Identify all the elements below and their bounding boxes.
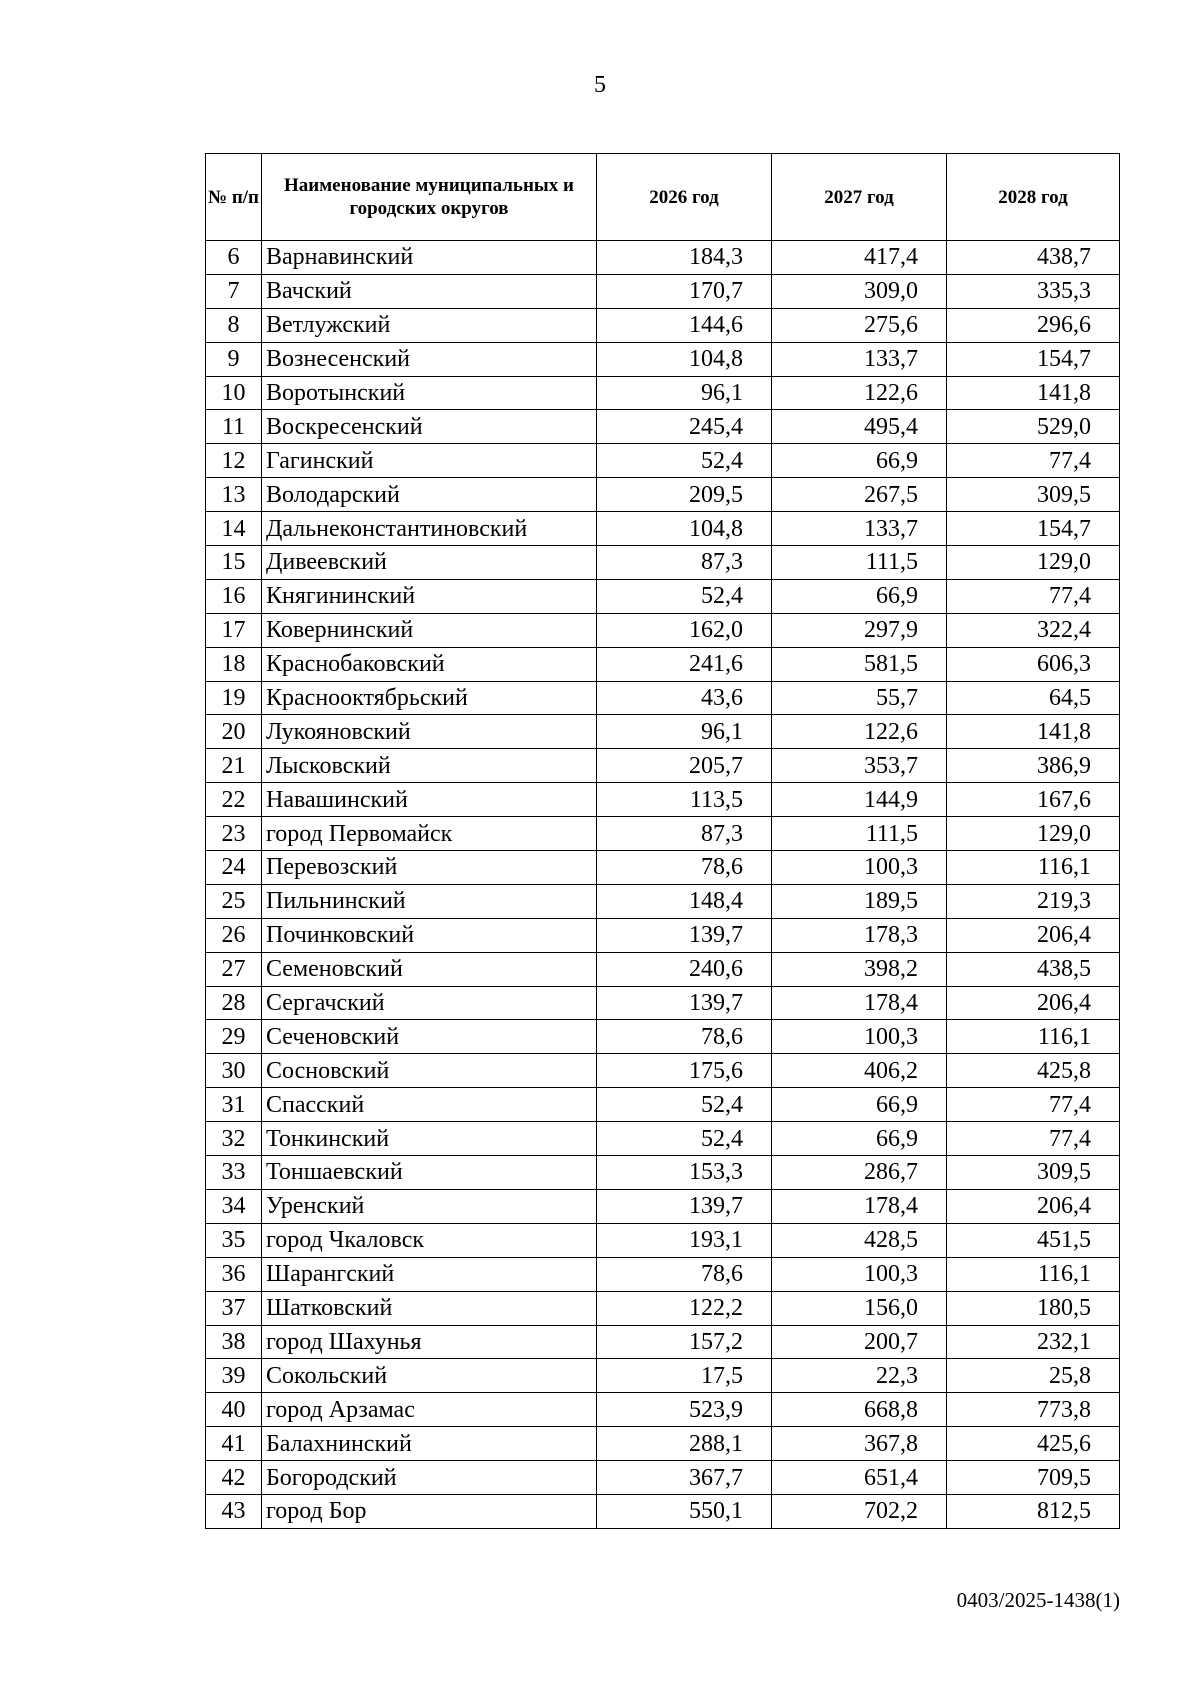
table-row (206, 241, 1120, 275)
value-2027: 111,5 (772, 546, 947, 580)
value-2027: 495,4 (772, 410, 947, 444)
district-name: Ветлужский (262, 308, 597, 342)
district-name: Починковский (262, 918, 597, 952)
row-number: 20 (206, 715, 262, 749)
header-2027: 2027 год (772, 154, 947, 241)
value-2026: 104,8 (597, 342, 772, 376)
value-2027: 367,8 (772, 1427, 947, 1461)
table-row (206, 952, 1120, 986)
value-2027: 178,4 (772, 986, 947, 1020)
value-2027: 178,4 (772, 1189, 947, 1223)
value-2028: 232,1 (947, 1325, 1120, 1359)
page-number: 5 (594, 72, 606, 98)
row-number: 19 (206, 681, 262, 715)
value-2027: 702,2 (772, 1494, 947, 1528)
value-2027: 428,5 (772, 1223, 947, 1257)
table-row (206, 749, 1120, 783)
district-name: Семеновский (262, 952, 597, 986)
row-number: 6 (206, 241, 262, 275)
value-2028: 64,5 (947, 681, 1120, 715)
row-number: 26 (206, 918, 262, 952)
value-2028: 335,3 (947, 274, 1120, 308)
value-2026: 52,4 (597, 1088, 772, 1122)
value-2028: 206,4 (947, 1189, 1120, 1223)
value-2027: 100,3 (772, 1020, 947, 1054)
district-name: Навашинский (262, 783, 597, 817)
value-2026: 52,4 (597, 444, 772, 478)
document-code: 0403/2025-1438(1) (956, 1588, 1120, 1612)
value-2026: 157,2 (597, 1325, 772, 1359)
value-2028: 425,6 (947, 1427, 1120, 1461)
row-number: 11 (206, 410, 262, 444)
value-2027: 133,7 (772, 512, 947, 546)
header-name: Наименование муниципальных и городских округов (262, 154, 597, 241)
value-2027: 581,5 (772, 647, 947, 681)
district-name: город Шахунья (262, 1325, 597, 1359)
value-2028: 309,5 (947, 1156, 1120, 1190)
header-number: № п/п (206, 154, 262, 241)
table-row (206, 1359, 1120, 1393)
value-2026: 122,2 (597, 1291, 772, 1325)
row-number: 35 (206, 1223, 262, 1257)
value-2026: 367,7 (597, 1461, 772, 1495)
value-2027: 22,3 (772, 1359, 947, 1393)
district-name: Дальнеконстантиновский (262, 512, 597, 546)
district-name: Воскресенский (262, 410, 597, 444)
value-2027: 309,0 (772, 274, 947, 308)
value-2026: 52,4 (597, 1122, 772, 1156)
value-2028: 309,5 (947, 478, 1120, 512)
table-body (206, 241, 1120, 1529)
row-number: 24 (206, 851, 262, 885)
table-row (206, 884, 1120, 918)
row-number: 9 (206, 342, 262, 376)
value-2027: 111,5 (772, 817, 947, 851)
table-row (206, 1494, 1120, 1528)
value-2027: 200,7 (772, 1325, 947, 1359)
value-2026: 78,6 (597, 851, 772, 885)
value-2027: 66,9 (772, 1122, 947, 1156)
row-number: 42 (206, 1461, 262, 1495)
row-number: 14 (206, 512, 262, 546)
value-2026: 241,6 (597, 647, 772, 681)
value-2027: 398,2 (772, 952, 947, 986)
value-2027: 406,2 (772, 1054, 947, 1088)
district-name: Воротынский (262, 376, 597, 410)
row-number: 13 (206, 478, 262, 512)
value-2028: 773,8 (947, 1393, 1120, 1427)
allocation-table (205, 153, 1120, 1529)
value-2027: 353,7 (772, 749, 947, 783)
row-number: 18 (206, 647, 262, 681)
district-name: Варнавинский (262, 241, 597, 275)
row-number: 21 (206, 749, 262, 783)
district-name: Ковернинский (262, 613, 597, 647)
table-row (206, 918, 1120, 952)
value-2027: 668,8 (772, 1393, 947, 1427)
district-name: Пильнинский (262, 884, 597, 918)
value-2027: 275,6 (772, 308, 947, 342)
value-2026: 87,3 (597, 817, 772, 851)
district-name: Перевозский (262, 851, 597, 885)
table-row (206, 410, 1120, 444)
table-row (206, 1020, 1120, 1054)
value-2028: 219,3 (947, 884, 1120, 918)
value-2027: 267,5 (772, 478, 947, 512)
value-2028: 438,5 (947, 952, 1120, 986)
district-name: Гагинский (262, 444, 597, 478)
value-2027: 651,4 (772, 1461, 947, 1495)
table-row (206, 1291, 1120, 1325)
district-name: Шатковский (262, 1291, 597, 1325)
district-name: Сосновский (262, 1054, 597, 1088)
table-row (206, 783, 1120, 817)
row-number: 29 (206, 1020, 262, 1054)
value-2028: 812,5 (947, 1494, 1120, 1528)
header-2026: 2026 год (597, 154, 772, 241)
value-2027: 100,3 (772, 851, 947, 885)
district-name: город Чкаловск (262, 1223, 597, 1257)
district-name: Княгининский (262, 579, 597, 613)
value-2028: 141,8 (947, 376, 1120, 410)
row-number: 34 (206, 1189, 262, 1223)
table-row (206, 986, 1120, 1020)
value-2028: 167,6 (947, 783, 1120, 817)
value-2028: 206,4 (947, 986, 1120, 1020)
value-2028: 322,4 (947, 613, 1120, 647)
district-name: Сокольский (262, 1359, 597, 1393)
table-row (206, 546, 1120, 580)
row-number: 28 (206, 986, 262, 1020)
value-2027: 66,9 (772, 1088, 947, 1122)
value-2027: 417,4 (772, 241, 947, 275)
table-row (206, 1325, 1120, 1359)
value-2028: 451,5 (947, 1223, 1120, 1257)
value-2028: 206,4 (947, 918, 1120, 952)
row-number: 23 (206, 817, 262, 851)
table-header-row (206, 154, 1120, 241)
value-2026: 523,9 (597, 1393, 772, 1427)
value-2027: 122,6 (772, 715, 947, 749)
district-name: Сеченовский (262, 1020, 597, 1054)
district-name: Богородский (262, 1461, 597, 1495)
table-row (206, 851, 1120, 885)
row-number: 12 (206, 444, 262, 478)
value-2027: 156,0 (772, 1291, 947, 1325)
table-row (206, 715, 1120, 749)
district-name: город Первомайск (262, 817, 597, 851)
value-2026: 139,7 (597, 1189, 772, 1223)
value-2028: 77,4 (947, 444, 1120, 478)
header-2028: 2028 год (947, 154, 1120, 241)
value-2028: 77,4 (947, 1088, 1120, 1122)
value-2028: 529,0 (947, 410, 1120, 444)
value-2026: 148,4 (597, 884, 772, 918)
value-2026: 139,7 (597, 986, 772, 1020)
value-2028: 438,7 (947, 241, 1120, 275)
value-2026: 96,1 (597, 715, 772, 749)
row-number: 37 (206, 1291, 262, 1325)
value-2026: 245,4 (597, 410, 772, 444)
row-number: 43 (206, 1494, 262, 1528)
district-name: Дивеевский (262, 546, 597, 580)
value-2026: 240,6 (597, 952, 772, 986)
row-number: 22 (206, 783, 262, 817)
value-2028: 77,4 (947, 579, 1120, 613)
value-2026: 87,3 (597, 546, 772, 580)
table-row (206, 512, 1120, 546)
value-2028: 77,4 (947, 1122, 1120, 1156)
value-2027: 66,9 (772, 444, 947, 478)
value-2027: 122,6 (772, 376, 947, 410)
district-name: Вознесенский (262, 342, 597, 376)
row-number: 36 (206, 1257, 262, 1291)
table-row (206, 1257, 1120, 1291)
table-row (206, 1122, 1120, 1156)
value-2026: 153,3 (597, 1156, 772, 1190)
row-number: 16 (206, 579, 262, 613)
row-number: 33 (206, 1156, 262, 1190)
table-row (206, 376, 1120, 410)
allocation-table-container (205, 153, 1120, 1529)
row-number: 27 (206, 952, 262, 986)
district-name: Вачский (262, 274, 597, 308)
row-number: 40 (206, 1393, 262, 1427)
value-2026: 193,1 (597, 1223, 772, 1257)
value-2028: 386,9 (947, 749, 1120, 783)
value-2026: 184,3 (597, 241, 772, 275)
table-row (206, 1393, 1120, 1427)
value-2028: 129,0 (947, 817, 1120, 851)
row-number: 25 (206, 884, 262, 918)
district-name: город Арзамас (262, 1393, 597, 1427)
table-row (206, 1088, 1120, 1122)
table-row (206, 444, 1120, 478)
table-row (206, 817, 1120, 851)
table-row (206, 647, 1120, 681)
row-number: 39 (206, 1359, 262, 1393)
row-number: 41 (206, 1427, 262, 1461)
value-2027: 66,9 (772, 579, 947, 613)
value-2028: 116,1 (947, 851, 1120, 885)
row-number: 31 (206, 1088, 262, 1122)
district-name: Балахнинский (262, 1427, 597, 1461)
value-2028: 116,1 (947, 1257, 1120, 1291)
row-number: 17 (206, 613, 262, 647)
value-2026: 205,7 (597, 749, 772, 783)
value-2026: 175,6 (597, 1054, 772, 1088)
table-row (206, 613, 1120, 647)
value-2026: 78,6 (597, 1257, 772, 1291)
row-number: 8 (206, 308, 262, 342)
value-2026: 162,0 (597, 613, 772, 647)
table-row (206, 579, 1120, 613)
value-2026: 170,7 (597, 274, 772, 308)
value-2026: 139,7 (597, 918, 772, 952)
district-name: Лысковский (262, 749, 597, 783)
value-2026: 144,6 (597, 308, 772, 342)
table-row (206, 1461, 1120, 1495)
value-2027: 144,9 (772, 783, 947, 817)
value-2028: 425,8 (947, 1054, 1120, 1088)
value-2027: 55,7 (772, 681, 947, 715)
value-2028: 296,6 (947, 308, 1120, 342)
district-name: Сергачский (262, 986, 597, 1020)
value-2028: 709,5 (947, 1461, 1120, 1495)
district-name: Тоншаевский (262, 1156, 597, 1190)
value-2026: 104,8 (597, 512, 772, 546)
table-row (206, 478, 1120, 512)
district-name: Шарангский (262, 1257, 597, 1291)
value-2026: 209,5 (597, 478, 772, 512)
value-2027: 286,7 (772, 1156, 947, 1190)
value-2026: 43,6 (597, 681, 772, 715)
value-2026: 550,1 (597, 1494, 772, 1528)
district-name: Тонкинский (262, 1122, 597, 1156)
value-2028: 129,0 (947, 546, 1120, 580)
value-2027: 178,3 (772, 918, 947, 952)
value-2027: 297,9 (772, 613, 947, 647)
value-2028: 154,7 (947, 512, 1120, 546)
value-2026: 78,6 (597, 1020, 772, 1054)
row-number: 30 (206, 1054, 262, 1088)
table-row (206, 308, 1120, 342)
value-2026: 113,5 (597, 783, 772, 817)
value-2027: 133,7 (772, 342, 947, 376)
value-2027: 100,3 (772, 1257, 947, 1291)
row-number: 38 (206, 1325, 262, 1359)
district-name: Володарский (262, 478, 597, 512)
value-2028: 141,8 (947, 715, 1120, 749)
table-row (206, 1427, 1120, 1461)
table-row (206, 681, 1120, 715)
table-row (206, 1054, 1120, 1088)
value-2027: 189,5 (772, 884, 947, 918)
value-2026: 52,4 (597, 579, 772, 613)
table-row (206, 274, 1120, 308)
district-name: Спасский (262, 1088, 597, 1122)
value-2028: 154,7 (947, 342, 1120, 376)
row-number: 15 (206, 546, 262, 580)
table-row (206, 342, 1120, 376)
district-name: Краснобаковский (262, 647, 597, 681)
row-number: 32 (206, 1122, 262, 1156)
row-number: 7 (206, 274, 262, 308)
value-2026: 96,1 (597, 376, 772, 410)
district-name: Лукояновский (262, 715, 597, 749)
table-row (206, 1223, 1120, 1257)
district-name: Уренский (262, 1189, 597, 1223)
district-name: Краснооктябрьский (262, 681, 597, 715)
row-number: 10 (206, 376, 262, 410)
table-row (206, 1189, 1120, 1223)
table-row (206, 1156, 1120, 1190)
value-2026: 17,5 (597, 1359, 772, 1393)
district-name: город Бор (262, 1494, 597, 1528)
value-2028: 606,3 (947, 647, 1120, 681)
value-2028: 116,1 (947, 1020, 1120, 1054)
value-2028: 25,8 (947, 1359, 1120, 1393)
value-2026: 288,1 (597, 1427, 772, 1461)
value-2028: 180,5 (947, 1291, 1120, 1325)
